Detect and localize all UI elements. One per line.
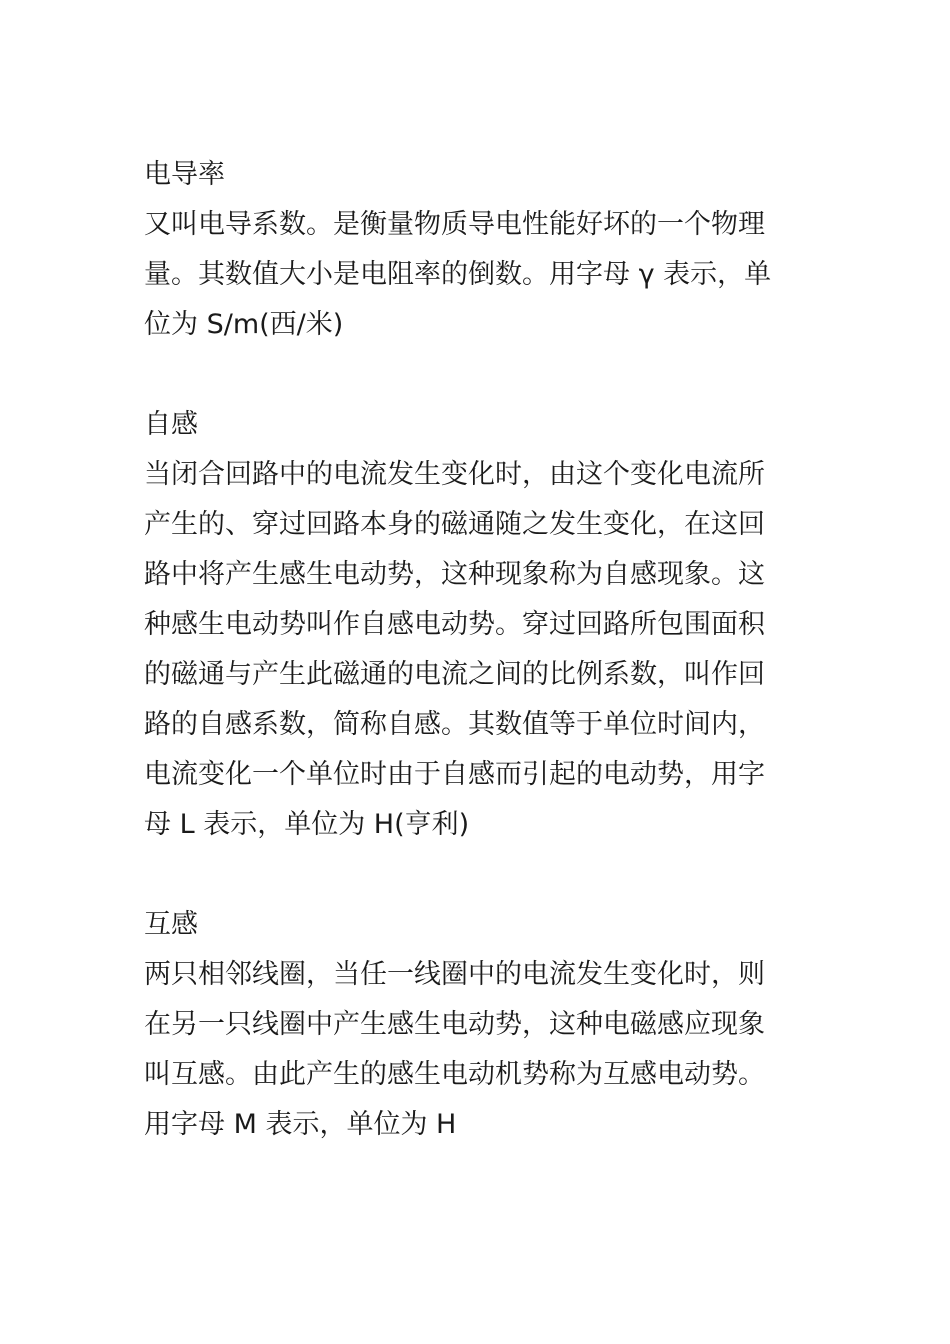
paragraph-line: 的磁通与产生此磁通的电流之间的比例系数，叫作回 [144,659,765,690]
paragraph-line: 两只相邻线圈，当任一线圈中的电流发生变化时，则 [144,959,765,990]
paragraph-line: 电流变化一个单位时由于自感而引起的电动势，用字 [144,759,765,790]
section-conductivity [144,150,812,350]
section-self-inductance [144,400,812,850]
paragraph-line: 产生的、穿过回路本身的磁通随之发生变化，在这回 [144,509,765,540]
paragraph-line: 又叫电导系数。是衡量物质导电性能好坏的一个物理 [144,209,765,240]
paragraph-line: 叫互感。由此产生的感生电动机势称为互感电动势。 [144,1059,765,1090]
paragraph-line: 路的自感系数，简称自感。其数值等于单位时间内， [144,709,765,740]
paragraph-line: 用字母 M 表示，单位为 H [144,1109,457,1140]
term-heading: 自感 [144,409,198,440]
paragraph-line: 当闭合回路中的电流发生变化时，由这个变化电流所 [144,459,765,490]
paragraph-line: 位为 S/m(西/米) [144,309,344,340]
document-body [144,150,812,1200]
term-heading: 互感 [144,909,198,940]
term-heading: 电导率 [144,159,225,190]
paragraph-line: 量。其数值大小是电阻率的倒数。用字母 γ 表示，单 [144,259,772,290]
section-mutual-inductance [144,900,812,1150]
paragraph-line: 在另一只线圈中产生感生电动势，这种电磁感应现象 [144,1009,765,1040]
paragraph-line: 路中将产生感生电动势，这种现象称为自感现象。这 [144,559,765,590]
paragraph-line: 母 L 表示，单位为 H(亨利) [144,809,470,840]
paragraph-line: 种感生电动势叫作自感电动势。穿过回路所包围面积 [144,609,765,640]
